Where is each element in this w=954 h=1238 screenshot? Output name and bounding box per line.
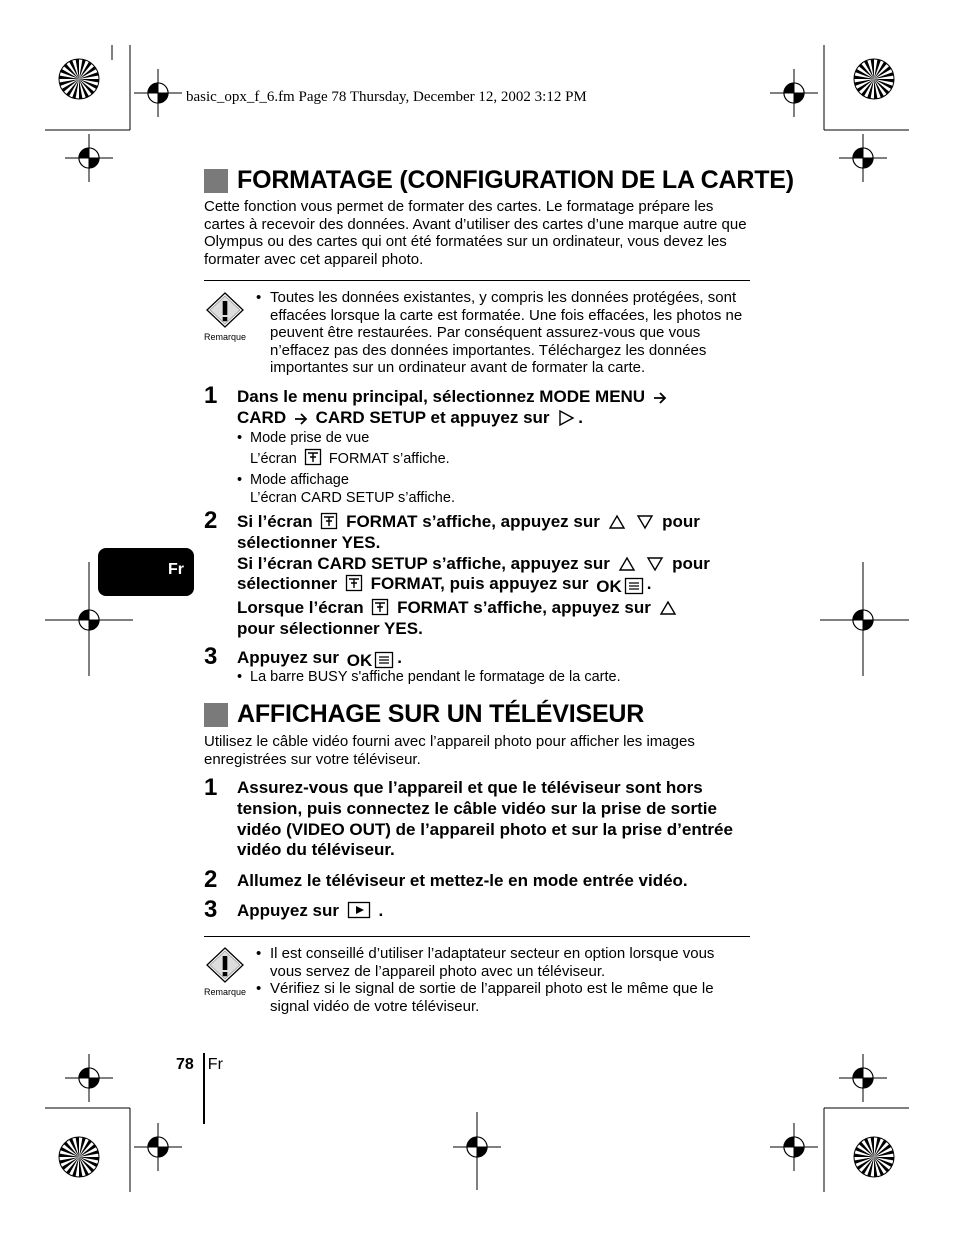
triangle-up-icon bbox=[608, 514, 626, 530]
footer-language: Fr bbox=[207, 1056, 223, 1073]
card-format-icon bbox=[304, 448, 322, 466]
arrow-right-icon bbox=[653, 391, 667, 405]
tv-step-3-text bbox=[237, 901, 757, 922]
tv-step-1-text: Assurez-vous que l’appareil et que le téléviseur sont hors tension, puis connectez le câble vidéo sur la prise de sortie vidéo (VIDEO OUT) de l’appareil photo et sur la prise d’entrée vidéo du téléviseur. bbox=[237, 778, 733, 860]
page-footer bbox=[176, 1056, 223, 1074]
ok-menu-icon bbox=[596, 577, 644, 598]
step-text-part: FORMAT, puis appuyez sur bbox=[370, 574, 589, 594]
note-item: • Toutes les données existantes, y compris les données protégées, sont effacées lorsque la carte est formatée. Une fois effacées, les photos ne peuvent être restaurées. Par conséquent assurez-vous que vous n’effacez pas des données importantes. Téléchargez les données importantes sur un ordinateur avant de formater la carte. bbox=[256, 289, 750, 377]
arrow-right-icon bbox=[294, 412, 308, 426]
note-block-icon bbox=[203, 946, 247, 997]
step-text-part: FORMAT s’affiche, appuyez sur bbox=[397, 598, 651, 618]
step-text-part: pour sélectionner YES. bbox=[237, 618, 423, 638]
triangle-up-icon bbox=[659, 600, 677, 616]
triangle-right-icon bbox=[557, 410, 575, 426]
step-text-part: CARD bbox=[237, 407, 287, 427]
list-item: • La barre BUSY s'affiche pendant le formatage de la carte. bbox=[237, 669, 757, 687]
step-text-part: Si l’écran bbox=[237, 512, 313, 531]
step-text-part: Lorsque l’écran bbox=[237, 598, 364, 618]
list-item-detail bbox=[237, 448, 757, 469]
note-text-2 bbox=[256, 945, 750, 1015]
menu-lines-icon bbox=[624, 577, 644, 595]
step-number: 2 bbox=[204, 507, 218, 534]
step-number: 2 bbox=[204, 866, 218, 893]
section-square-icon bbox=[204, 703, 228, 727]
step-text-part: Si l’écran CARD SETUP s’affiche, appuyez sur bbox=[237, 553, 610, 573]
step-text-part: Appuyez sur bbox=[237, 648, 340, 667]
triangle-down-icon bbox=[636, 514, 654, 530]
playback-icon bbox=[347, 901, 371, 919]
section-title-text: AFFICHAGE SUR UN TÉLÉVISEUR bbox=[237, 700, 645, 728]
step-text-part: . bbox=[578, 407, 584, 427]
step-text-part: . bbox=[397, 648, 402, 667]
step-text-part: sélectionner YES. bbox=[237, 532, 381, 552]
detail-text: FORMAT s’affiche. bbox=[328, 450, 450, 467]
list-item: • Mode prise de vue bbox=[237, 430, 757, 448]
section-title-formatage bbox=[204, 166, 794, 195]
step-text-part: pour bbox=[672, 553, 710, 573]
card-format-icon bbox=[371, 598, 389, 616]
step-3-details bbox=[237, 669, 757, 687]
section-title-affichage bbox=[204, 700, 644, 729]
language-tab bbox=[98, 548, 194, 596]
step-text-part: FORMAT s’affiche, appuyez sur bbox=[346, 512, 600, 531]
step-2-text bbox=[237, 512, 757, 640]
footer-rule bbox=[203, 1053, 205, 1124]
warning-note-icon bbox=[205, 291, 245, 329]
triangle-up-icon bbox=[618, 556, 636, 572]
language-tab-label: Fr bbox=[168, 561, 184, 578]
list-item: • Mode affichage bbox=[237, 472, 757, 490]
step-number: 1 bbox=[204, 382, 218, 409]
note-block-icon bbox=[203, 291, 247, 342]
step-number: 3 bbox=[204, 896, 218, 923]
step-text-part: Dans le menu principal, sélectionnez MODE MENU bbox=[237, 387, 646, 406]
step-number: 1 bbox=[204, 774, 218, 801]
note-item: • Vérifiez si le signal de sortie de l’appareil photo est le même que le signal vidéo de votre téléviseur. bbox=[256, 980, 750, 1015]
section-title-text: FORMATAGE (CONFIGURATION DE LA CARTE) bbox=[237, 166, 794, 194]
ok-text: OK bbox=[596, 577, 622, 597]
intro-paragraph: Cette fonction vous permet de formater des cartes. Le formatage prépare les cartes à recevoir des données. Avant d’utiliser des cartes d’une marque autre que Olympus ou des cartes qui ont été formatées sur un ordinateur, vous devez les formater avec cet appareil photo. bbox=[204, 198, 747, 268]
tv-step-2-text: Allumez le téléviseur et mettez-le en mode entrée vidéo. bbox=[237, 871, 688, 890]
step-text-part: . bbox=[646, 574, 652, 594]
warning-note-icon bbox=[205, 946, 245, 984]
detail-text: L’écran bbox=[250, 450, 297, 467]
step-text-part: . bbox=[378, 901, 384, 920]
menu-lines-icon bbox=[374, 651, 394, 669]
step-text-part: sélectionner bbox=[237, 574, 338, 594]
step-text-part: Appuyez sur bbox=[237, 901, 340, 920]
card-format-icon bbox=[345, 574, 363, 592]
note-label: Remarque bbox=[203, 332, 247, 342]
step-text-part: pour bbox=[662, 512, 700, 531]
step-number: 3 bbox=[204, 643, 218, 670]
step-text-part: CARD SETUP et appuyez sur bbox=[315, 407, 550, 427]
step-1-details bbox=[237, 430, 757, 507]
page-number: 78 bbox=[176, 1056, 194, 1073]
section-square-icon bbox=[204, 169, 228, 193]
note-text-1 bbox=[256, 289, 750, 377]
intro-paragraph: Utilisez le câble vidéo fourni avec l’appareil photo pour afficher les images enregistrées sur votre téléviseur. bbox=[204, 733, 695, 768]
ok-text: OK bbox=[346, 651, 373, 670]
note-item: • Il est conseillé d’utiliser l’adaptateur secteur en option lorsque vous vous servez de l’appareil photo avec un téléviseur. bbox=[256, 945, 750, 980]
divider bbox=[204, 280, 750, 281]
card-format-icon bbox=[320, 512, 338, 530]
note-label: Remarque bbox=[203, 987, 247, 997]
list-item-detail: L’écran CARD SETUP s’affiche. bbox=[250, 489, 455, 506]
step-1-text bbox=[237, 387, 757, 429]
divider bbox=[204, 936, 750, 937]
file-header: basic_opx_f_6.fm Page 78 Thursday, December 12, 2002 3:12 PM bbox=[186, 89, 587, 105]
triangle-down-icon bbox=[646, 556, 664, 572]
